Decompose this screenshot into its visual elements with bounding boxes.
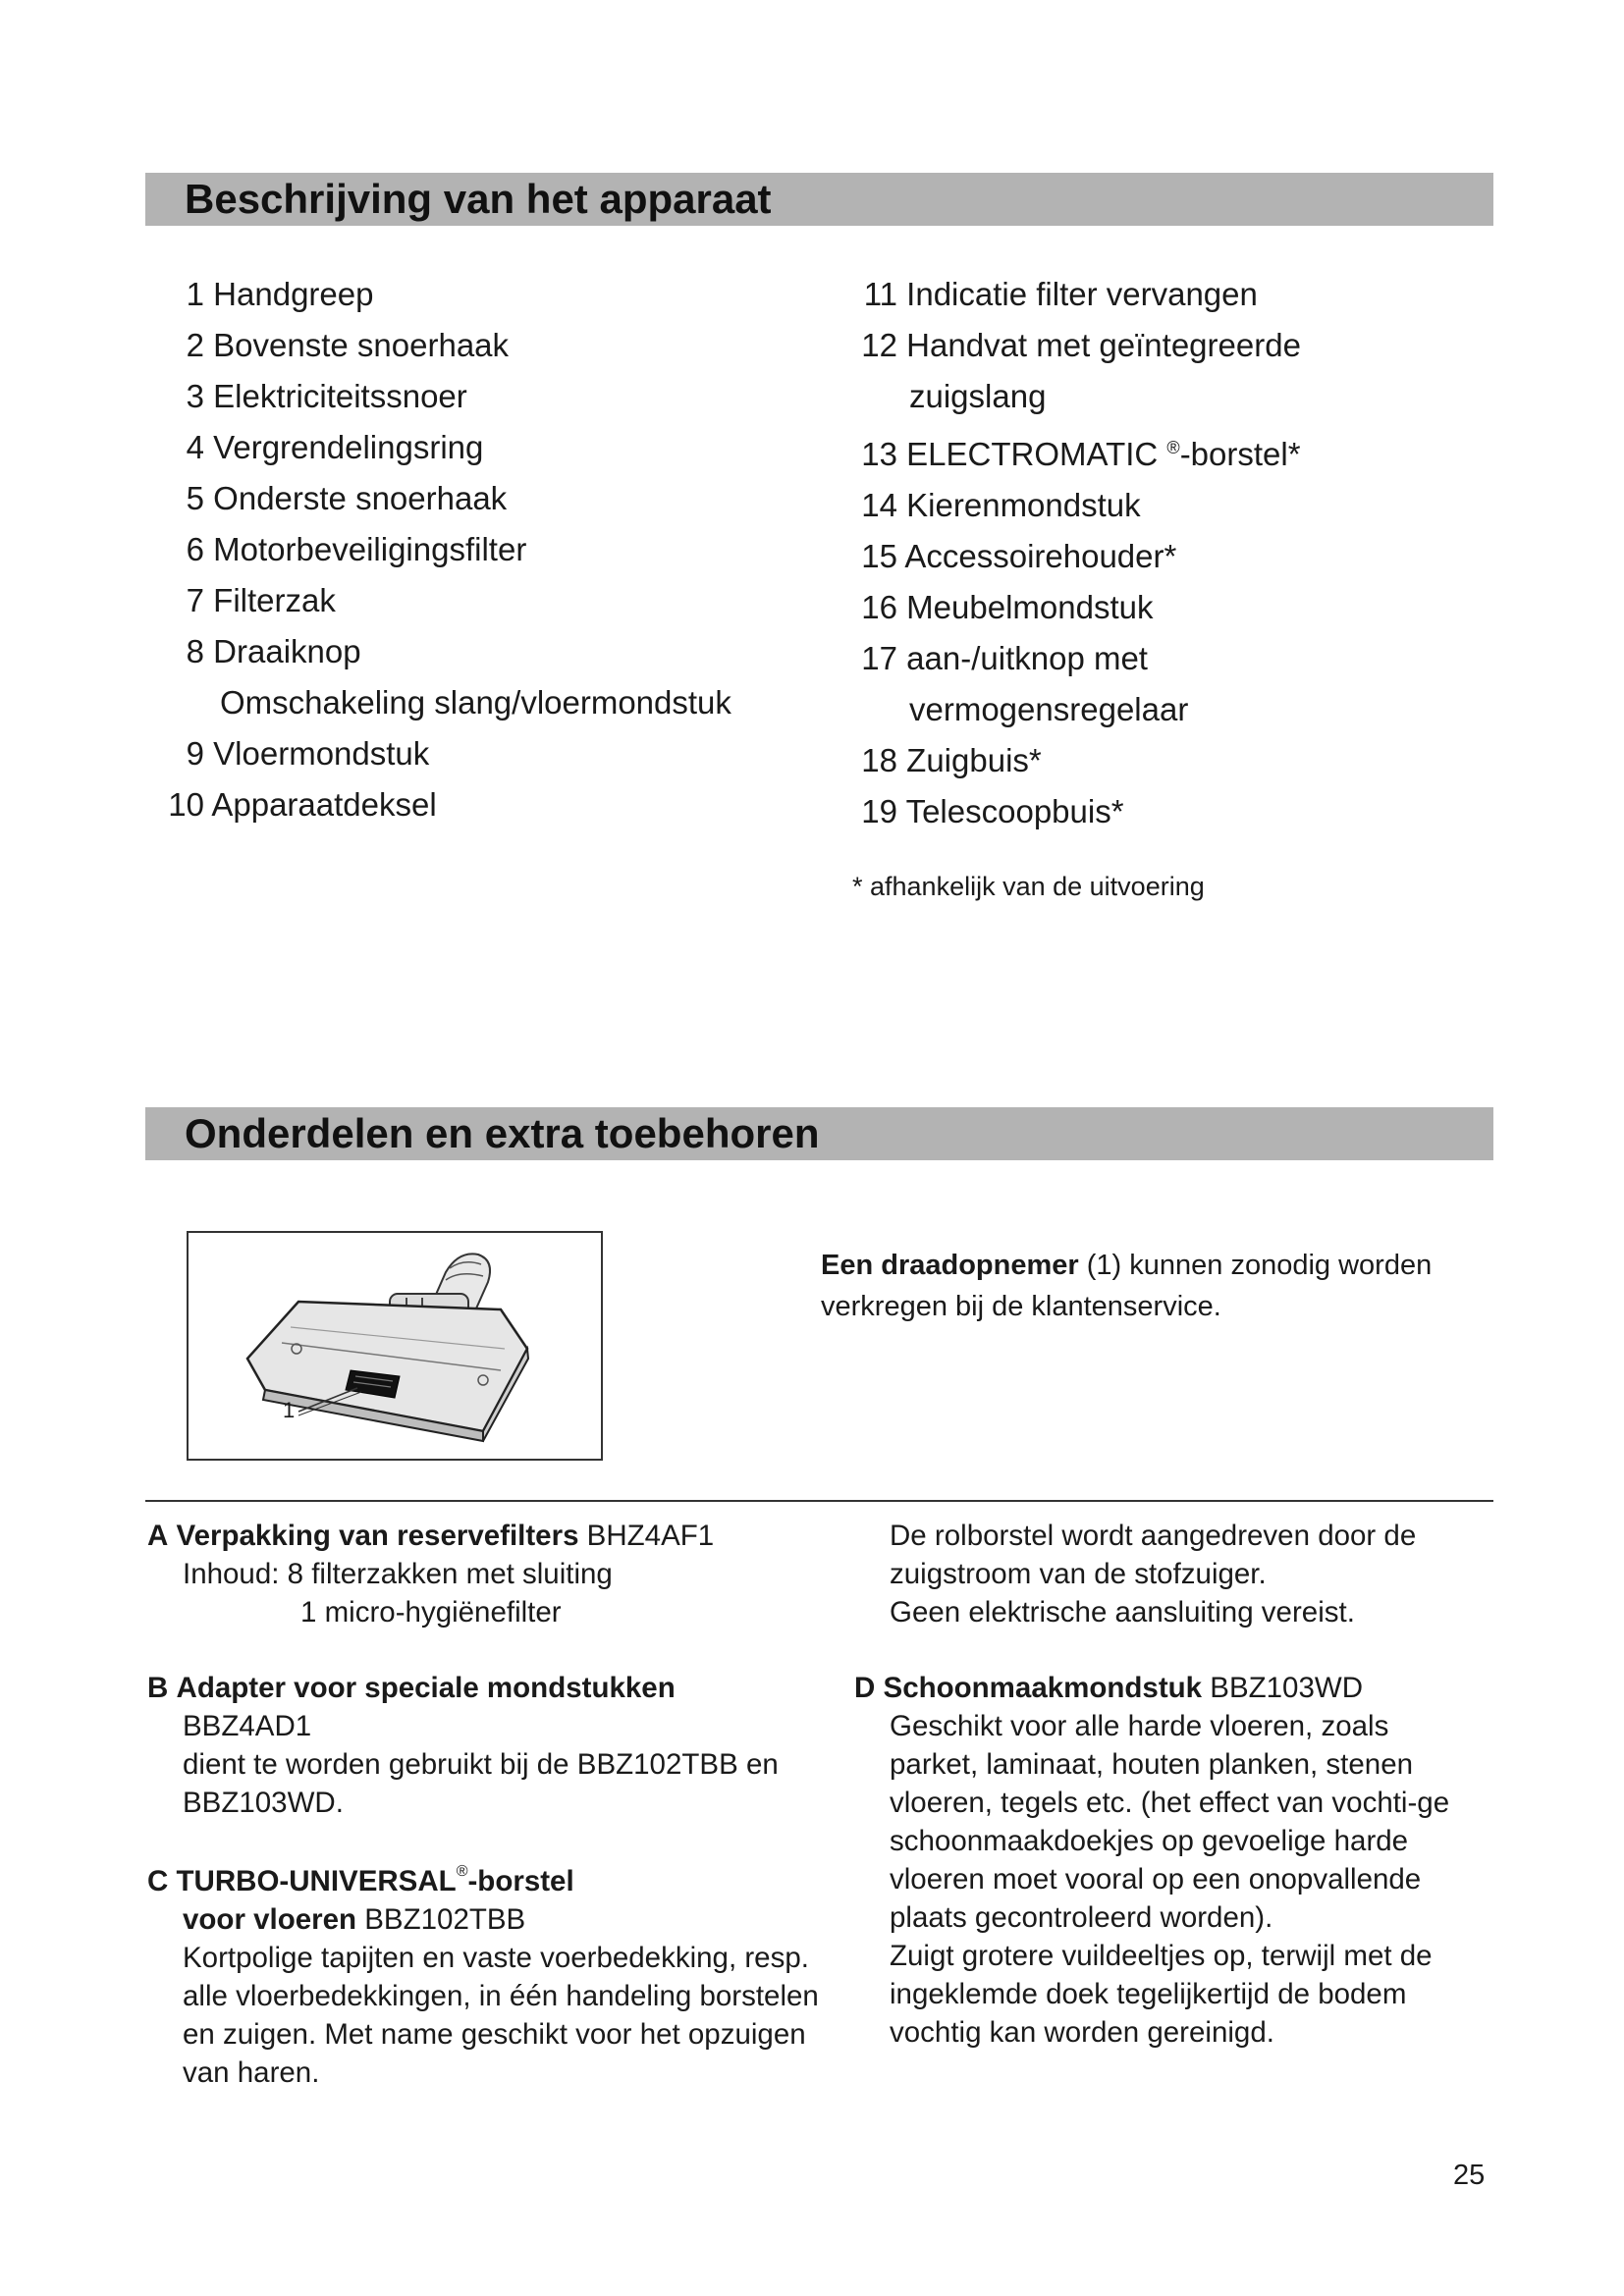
list-item: 18 Zuigbuis* [861,742,1042,778]
accessory-c: C TURBO-UNIVERSAL®-borstel voor vloeren BBZ102TBB Kortpolige tapijten en vaste voerbedekking, resp. alle vloerbedekkingen, in één handeling borstelen en zuigen. Met name geschikt voor het opzuigen van haren. [147,1863,819,2089]
page-number: 25 [1453,2160,1486,2191]
list-item: 19 Telescoopbuis* [861,793,1124,829]
floor-nozzle-figure [187,1231,603,1461]
list-item: 12 Handvat met geïntegreerde zuigslang [861,327,1301,414]
list-item: 17 aan-/uitknop met vermogensregelaar [861,640,1189,727]
list-item: 9 Vloermondstuk [186,735,430,772]
list-item: 3 Elektriciteitssnoer [186,378,467,414]
list-item: 14 Kierenmondstuk [861,487,1141,523]
accessory-c-continued: De rolborstel wordt aangedreven door de zuigstroom van de stofzuiger. Geen elektrische aansluiting vereist. [890,1520,1417,1629]
list-item: 1 Handgreep [186,276,374,312]
floor-nozzle-illustration [189,1233,601,1459]
accessory-a: A Verpakking van reservefilters BHZ4AF1 Inhoud: 8 filterzakken met sluiting 1 micro-hygiënefilter [147,1520,715,1629]
list-item: 16 Meubelmondstuk [861,589,1154,625]
callout-number: 1 [283,1398,296,1422]
list-item: 2 Bovenste snoerhaak [186,327,510,363]
list-item: 5 Onderste snoerhaak [186,480,508,516]
section-title: Onderdelen en extra toebehoren [185,1110,820,1156]
thread-pickup-title: Een draadopnemer [821,1250,1079,1281]
list-item: 4 Vergrendelingsring [186,429,484,465]
list-item: 10 Apparaatdeksel [168,786,437,823]
list-item: 11 Indicatie filter vervangen [863,276,1258,312]
thread-pickup-text [821,1245,1469,1327]
section-title: Beschrijving van het apparaat [185,176,772,222]
list-item: 6 Motorbeveiligingsfilter [186,531,527,567]
section-header-description [145,173,1493,226]
parts-list-left [145,269,731,830]
list-item: 7 Filterzak [186,582,336,618]
thread-pickup-desc: (1) kunnen zonodig worden verkregen bij de klantenservice. [821,1250,1433,1322]
list-item: 15 Accessoirehouder* [861,538,1177,574]
list-item: 8 Draaiknop Omschakeling slang/vloermondstuk [186,633,731,721]
accessory-b: B Adapter voor speciale mondstukken BBZ4AD1 dient te worden gebruikt bij de BBZ102TBB en BBZ103WD. [147,1672,779,1819]
footnote: * afhankelijk van de uitvoering [852,872,1205,901]
parts-list-right [852,269,1301,837]
accessory-d: D Schoonmaakmondstuk BBZ103WD Geschikt voor alle harde vloeren, zoals parket, laminaat, houten planken, stenen vloeren, tegels etc. (het effect van vochti-ge schoonmaakdoekjes op gevoelige harde vloeren moet vooral op een onopvallende plaats gecontroleerd worden). Zuigt grotere vuildeeltjes op, terwijl met de ingeklemde doek tegelijkertijd de bodem vochtig kan worden gereinigd. [854,1672,1450,2049]
list-item: 13 ELECTROMATIC ®-borstel* [861,436,1301,472]
divider [145,1500,1493,1502]
section-header-accessories [145,1107,1493,1160]
